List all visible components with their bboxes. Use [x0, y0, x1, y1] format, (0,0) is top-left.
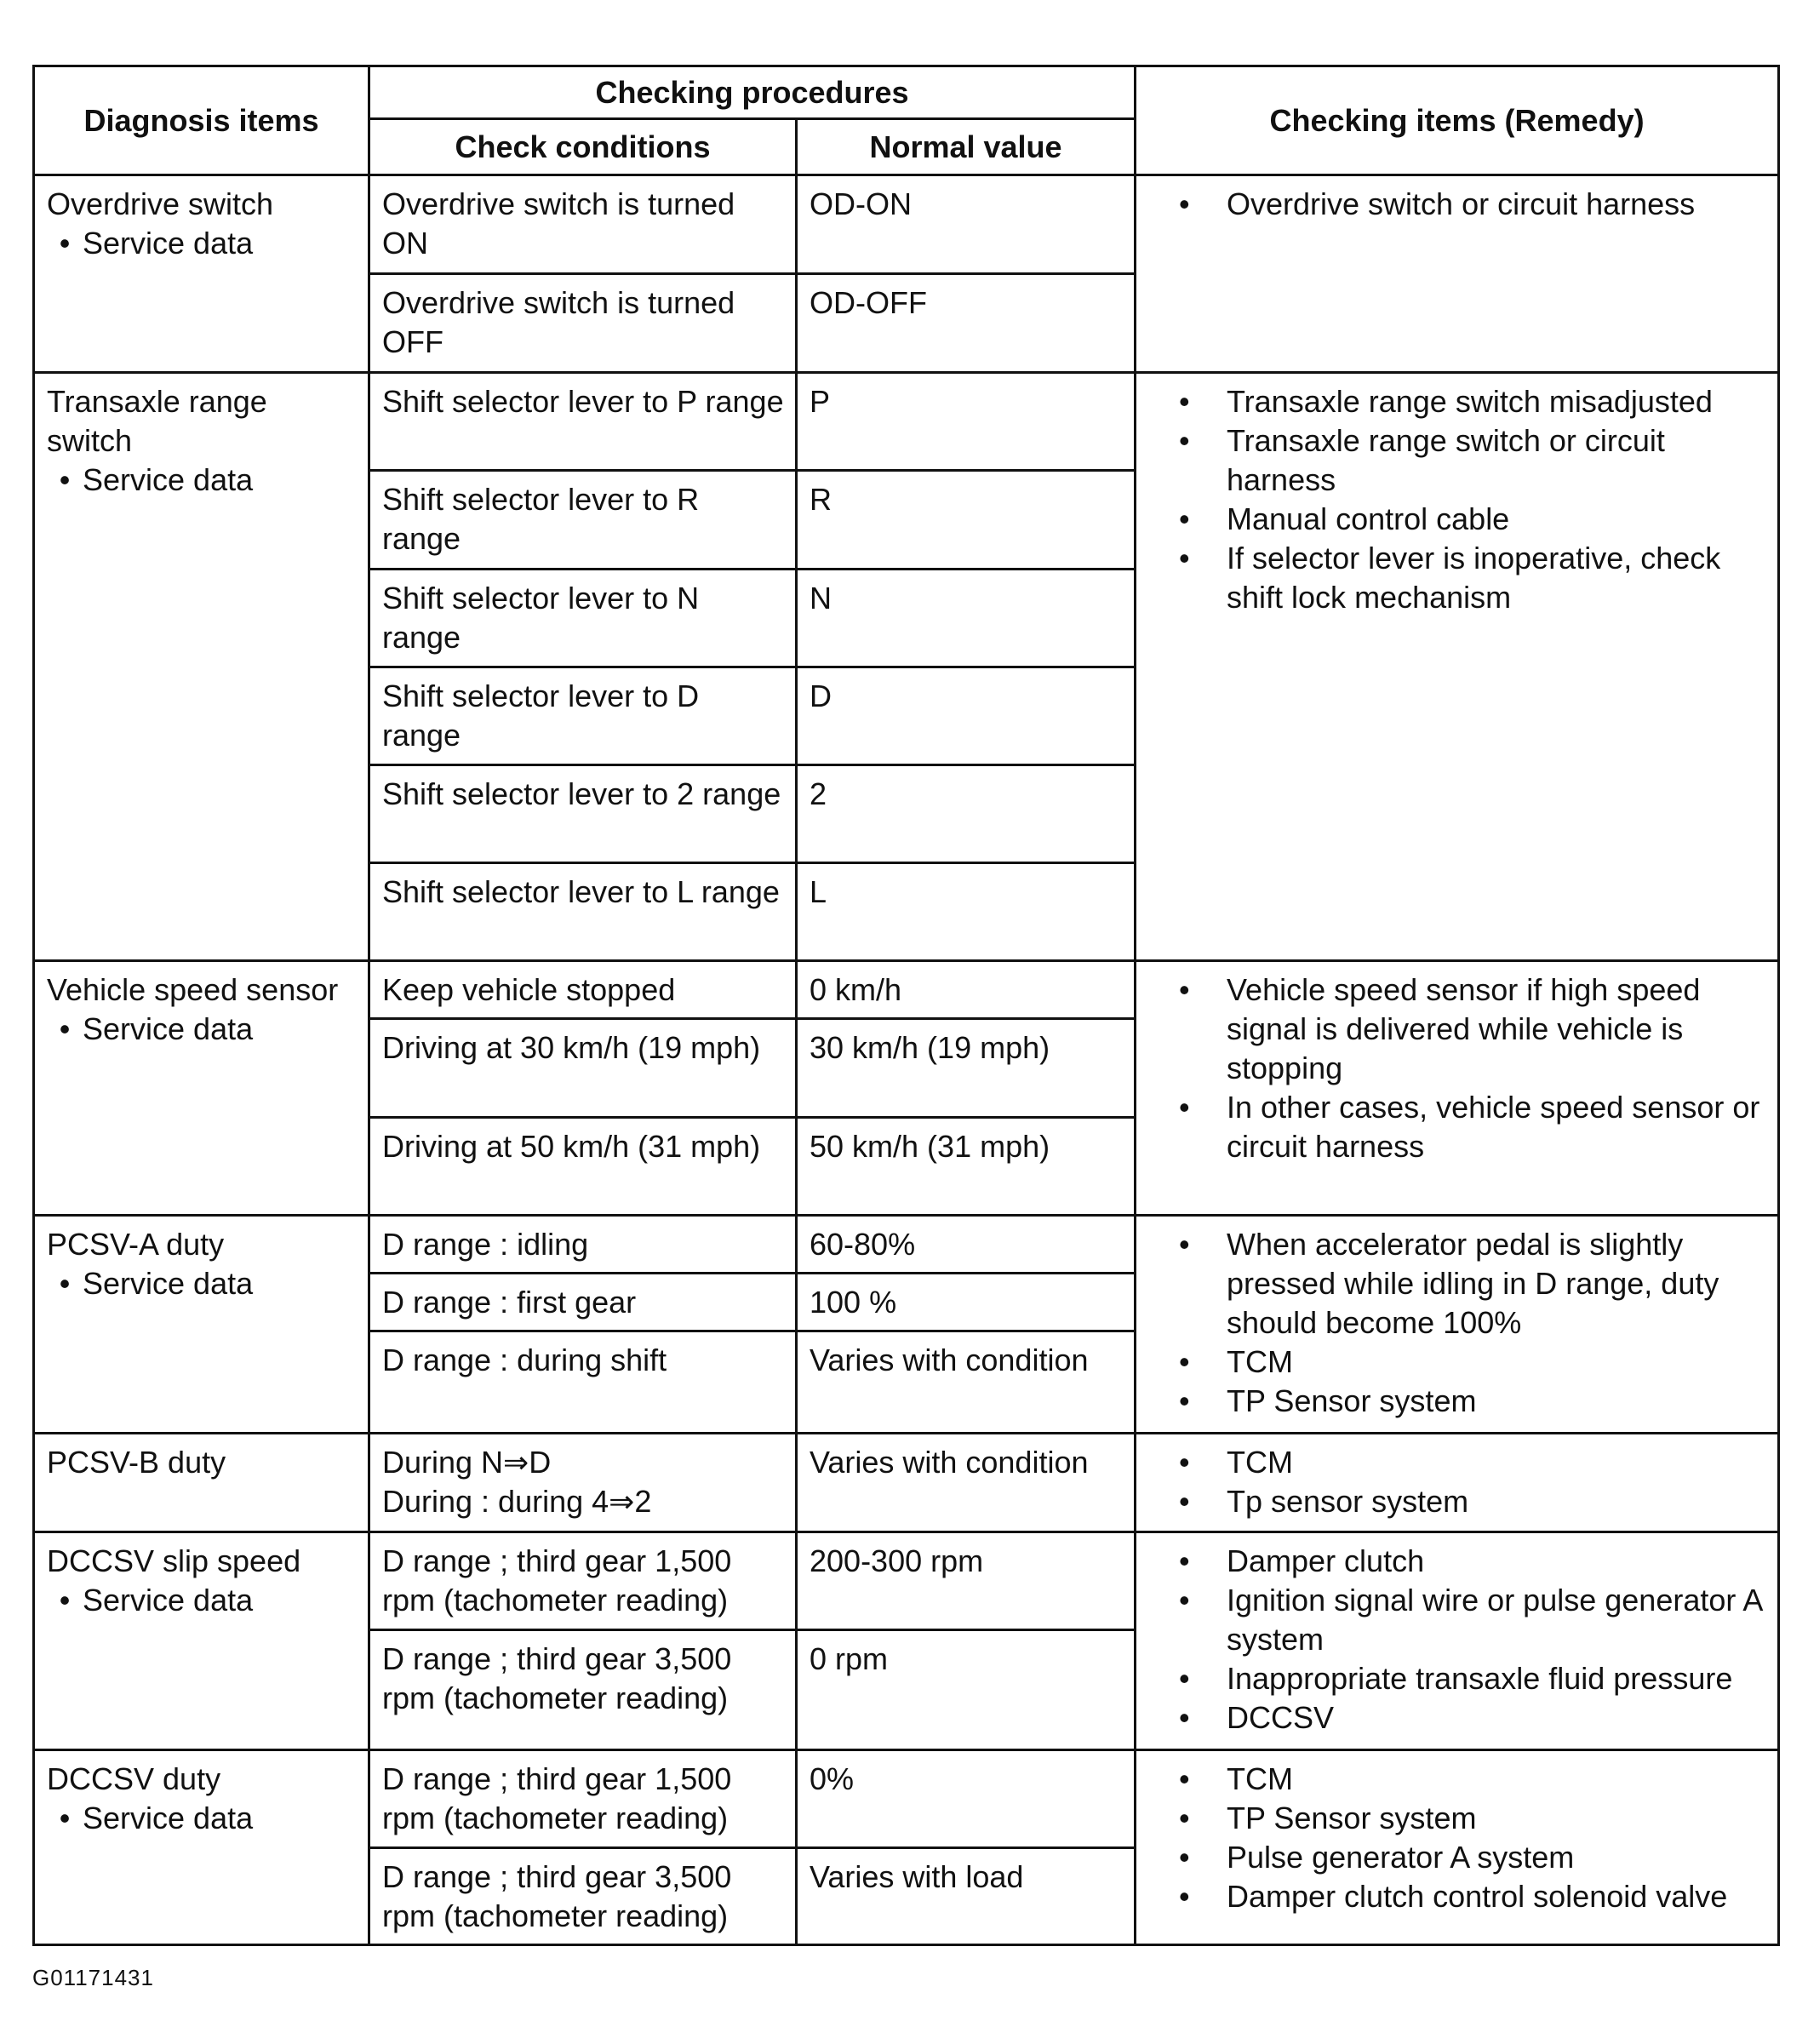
diagnosis-item-cell — [34, 1532, 369, 1749]
normal-value-cell — [797, 764, 1136, 862]
check-condition-cell — [369, 1532, 797, 1630]
check-condition: D range : during shift — [382, 1342, 667, 1377]
normal-value-cell — [797, 1215, 1136, 1273]
diagnosis-item-cell — [34, 175, 369, 373]
checking-items-cell — [1136, 373, 1779, 961]
check-condition: D range ; third gear 3,500 rpm (tachometer reading) — [382, 1858, 732, 1933]
diagnosis-item-name: Transaxle range switch — [47, 384, 267, 459]
remedy-item: • Ignition signal wire or pulse generator A system — [1148, 1581, 1767, 1659]
remedy-item: • Pulse generator A system — [1148, 1838, 1767, 1877]
diagnosis-item-sub: • Service data — [47, 461, 358, 500]
check-condition: D range : first gear — [382, 1284, 637, 1320]
diagnosis-item-name: DCCSV duty — [47, 1761, 221, 1796]
remedy-item: • In other cases, vehicle speed sensor or circuit harness — [1148, 1088, 1767, 1166]
checking-items-cell — [1136, 175, 1779, 373]
check-condition: D range ; third gear 1,500 rpm (tachometer reading) — [382, 1761, 732, 1835]
check-condition: Shift selector lever to P range — [382, 384, 784, 420]
remedy-list — [1136, 1434, 1777, 1521]
diagnosis-item-sub: • Service data — [47, 1264, 358, 1303]
check-condition-cell — [369, 1019, 797, 1117]
checking-items-cell — [1136, 1434, 1779, 1532]
check-condition: Keep vehicle stopped — [382, 972, 676, 1008]
normal-value: Varies with condition — [810, 1445, 1089, 1480]
normal-value-cell — [797, 1749, 1136, 1847]
diagnosis-item-name: Vehicle speed sensor — [47, 972, 339, 1008]
normal-value-cell — [797, 274, 1136, 373]
check-condition: D range ; third gear 3,500 rpm (tachometer reading) — [382, 1641, 732, 1716]
check-condition-cell — [369, 1215, 797, 1273]
diagnosis-item-sub: • Service data — [47, 224, 358, 263]
remedy-list — [1136, 176, 1777, 224]
normal-value: Varies with load — [810, 1858, 1024, 1894]
check-condition-cell — [369, 961, 797, 1019]
normal-value-cell — [797, 175, 1136, 274]
normal-value: 2 — [810, 776, 827, 811]
check-condition-cell — [369, 1273, 797, 1331]
remedy-list — [1136, 1217, 1777, 1421]
check-condition: D range ; third gear 1,500 rpm (tachometer reading) — [382, 1543, 732, 1618]
remedy-item: • Overdrive switch or circuit harness — [1148, 185, 1767, 224]
diagnosis-item-cell — [34, 1215, 369, 1433]
diagnosis-item-cell — [34, 961, 369, 1215]
remedy-item: • Manual control cable — [1148, 500, 1767, 539]
normal-value: L — [810, 874, 827, 910]
check-condition: Shift selector lever to L range — [382, 874, 780, 910]
diagnosis-item-sub: • Service data — [47, 1799, 358, 1838]
remedy-item: • TP Sensor system — [1148, 1799, 1767, 1838]
check-condition-cell — [369, 175, 797, 274]
diagnosis-item-name: Overdrive switch — [47, 186, 274, 221]
check-condition-cell — [369, 1117, 797, 1215]
normal-value-cell — [797, 961, 1136, 1019]
remedy-item: • Inappropriate transaxle fluid pressure — [1148, 1659, 1767, 1698]
remedy-list — [1136, 962, 1777, 1166]
check-condition-cell — [369, 667, 797, 764]
remedy-item: • TCM — [1148, 1443, 1767, 1482]
normal-value-cell — [797, 569, 1136, 667]
normal-value-cell — [797, 1117, 1136, 1215]
check-condition: D range : idling — [382, 1226, 589, 1262]
check-condition-cell — [369, 863, 797, 961]
header-check-conditions: Check conditions — [369, 119, 797, 175]
remedy-item: • TP Sensor system — [1148, 1382, 1767, 1421]
normal-value: Varies with condition — [810, 1342, 1089, 1377]
diagnosis-table — [32, 65, 1780, 1946]
check-condition-cell — [369, 569, 797, 667]
normal-value: 0% — [810, 1761, 855, 1796]
normal-value-cell — [797, 471, 1136, 569]
diagnosis-item-sub: • Service data — [47, 1010, 358, 1049]
diagnosis-item-name: PCSV-B duty — [47, 1445, 226, 1480]
table-row — [34, 1434, 1779, 1532]
normal-value: 60-80% — [810, 1226, 916, 1262]
normal-value: 0 km/h — [810, 972, 902, 1008]
normal-value-cell — [797, 667, 1136, 764]
header-normal-value: Normal value — [797, 119, 1136, 175]
table-row — [34, 961, 1779, 1019]
diagnosis-item-cell — [34, 1749, 369, 1944]
diagnosis-item-sub: • Service data — [47, 1581, 358, 1620]
remedy-item: • If selector lever is inoperative, check shift lock mechanism — [1148, 539, 1767, 617]
checking-items-cell — [1136, 1532, 1779, 1749]
remedy-item: • TCM — [1148, 1343, 1767, 1382]
table-row — [34, 1532, 1779, 1630]
check-condition-cell — [369, 1434, 797, 1532]
normal-value: 100 % — [810, 1284, 897, 1320]
normal-value: 50 km/h (31 mph) — [810, 1128, 1050, 1164]
table-row — [34, 1749, 1779, 1847]
normal-value-cell — [797, 1532, 1136, 1630]
checking-items-cell — [1136, 1215, 1779, 1433]
check-condition: Overdrive switch is turned OFF — [382, 285, 735, 360]
check-condition-cell — [369, 1847, 797, 1944]
remedy-item: • TCM — [1148, 1760, 1767, 1799]
check-condition-cell — [369, 1331, 797, 1433]
table-row — [34, 373, 1779, 471]
check-condition: During N⇒D During : during 4⇒2 — [382, 1445, 652, 1520]
check-condition: Driving at 50 km/h (31 mph) — [382, 1128, 761, 1164]
normal-value-cell — [797, 1273, 1136, 1331]
normal-value-cell — [797, 1630, 1136, 1749]
normal-value-cell — [797, 863, 1136, 961]
diagnosis-item-name: PCSV-A duty — [47, 1226, 225, 1262]
normal-value-cell — [797, 373, 1136, 471]
table-row — [34, 1215, 1779, 1273]
remedy-item: • Transaxle range switch or circuit harness — [1148, 421, 1767, 500]
normal-value: N — [810, 580, 832, 615]
normal-value: R — [810, 482, 832, 518]
remedy-item: • DCCSV — [1148, 1698, 1767, 1738]
remedy-item: • Vehicle speed sensor if high speed signal is delivered while vehicle is stopping — [1148, 970, 1767, 1088]
check-condition: Overdrive switch is turned ON — [382, 186, 735, 261]
check-condition: Driving at 30 km/h (19 mph) — [382, 1030, 761, 1066]
remedy-item: • Damper clutch control solenoid valve — [1148, 1877, 1767, 1916]
normal-value: P — [810, 384, 831, 420]
table-body — [34, 175, 1779, 1945]
normal-value: OD-ON — [810, 186, 912, 221]
checking-items-cell — [1136, 961, 1779, 1215]
check-condition-cell — [369, 1630, 797, 1749]
remedy-item: • When accelerator pedal is slightly pressed while idling in D range, duty should become 100% — [1148, 1225, 1767, 1343]
checking-items-cell — [1136, 1749, 1779, 1944]
check-condition: Shift selector lever to N range — [382, 580, 700, 655]
check-condition-cell — [369, 373, 797, 471]
check-condition: Shift selector lever to D range — [382, 678, 700, 753]
normal-value-cell — [797, 1434, 1136, 1532]
normal-value-cell — [797, 1019, 1136, 1117]
table-row — [34, 175, 1779, 274]
check-condition: Shift selector lever to R range — [382, 482, 700, 557]
normal-value: 200-300 rpm — [810, 1543, 984, 1579]
check-condition-cell — [369, 471, 797, 569]
remedy-list — [1136, 374, 1777, 617]
diagnosis-item-cell — [34, 373, 369, 961]
header-checking-items: Checking items (Remedy) — [1136, 66, 1779, 175]
remedy-item: • Transaxle range switch misadjusted — [1148, 382, 1767, 421]
remedy-list — [1136, 1751, 1777, 1916]
check-condition-cell — [369, 274, 797, 373]
remedy-item: • Tp sensor system — [1148, 1482, 1767, 1521]
normal-value: 30 km/h (19 mph) — [810, 1030, 1050, 1066]
remedy-list — [1136, 1533, 1777, 1738]
normal-value: OD-OFF — [810, 285, 927, 321]
normal-value: 0 rpm — [810, 1641, 889, 1677]
check-condition: Shift selector lever to 2 range — [382, 776, 781, 811]
check-condition-cell — [369, 1749, 797, 1847]
diagnosis-item-name: DCCSV slip speed — [47, 1543, 301, 1579]
check-condition-cell — [369, 764, 797, 862]
header-checking-procedures: Checking procedures — [369, 66, 1136, 119]
diagnosis-item-cell — [34, 1434, 369, 1532]
normal-value: D — [810, 678, 832, 713]
header-diagnosis-items: Diagnosis items — [34, 66, 369, 175]
normal-value-cell — [797, 1331, 1136, 1433]
figure-id: G01171431 — [32, 1965, 154, 1990]
normal-value-cell — [797, 1847, 1136, 1944]
remedy-item: • Damper clutch — [1148, 1542, 1767, 1581]
